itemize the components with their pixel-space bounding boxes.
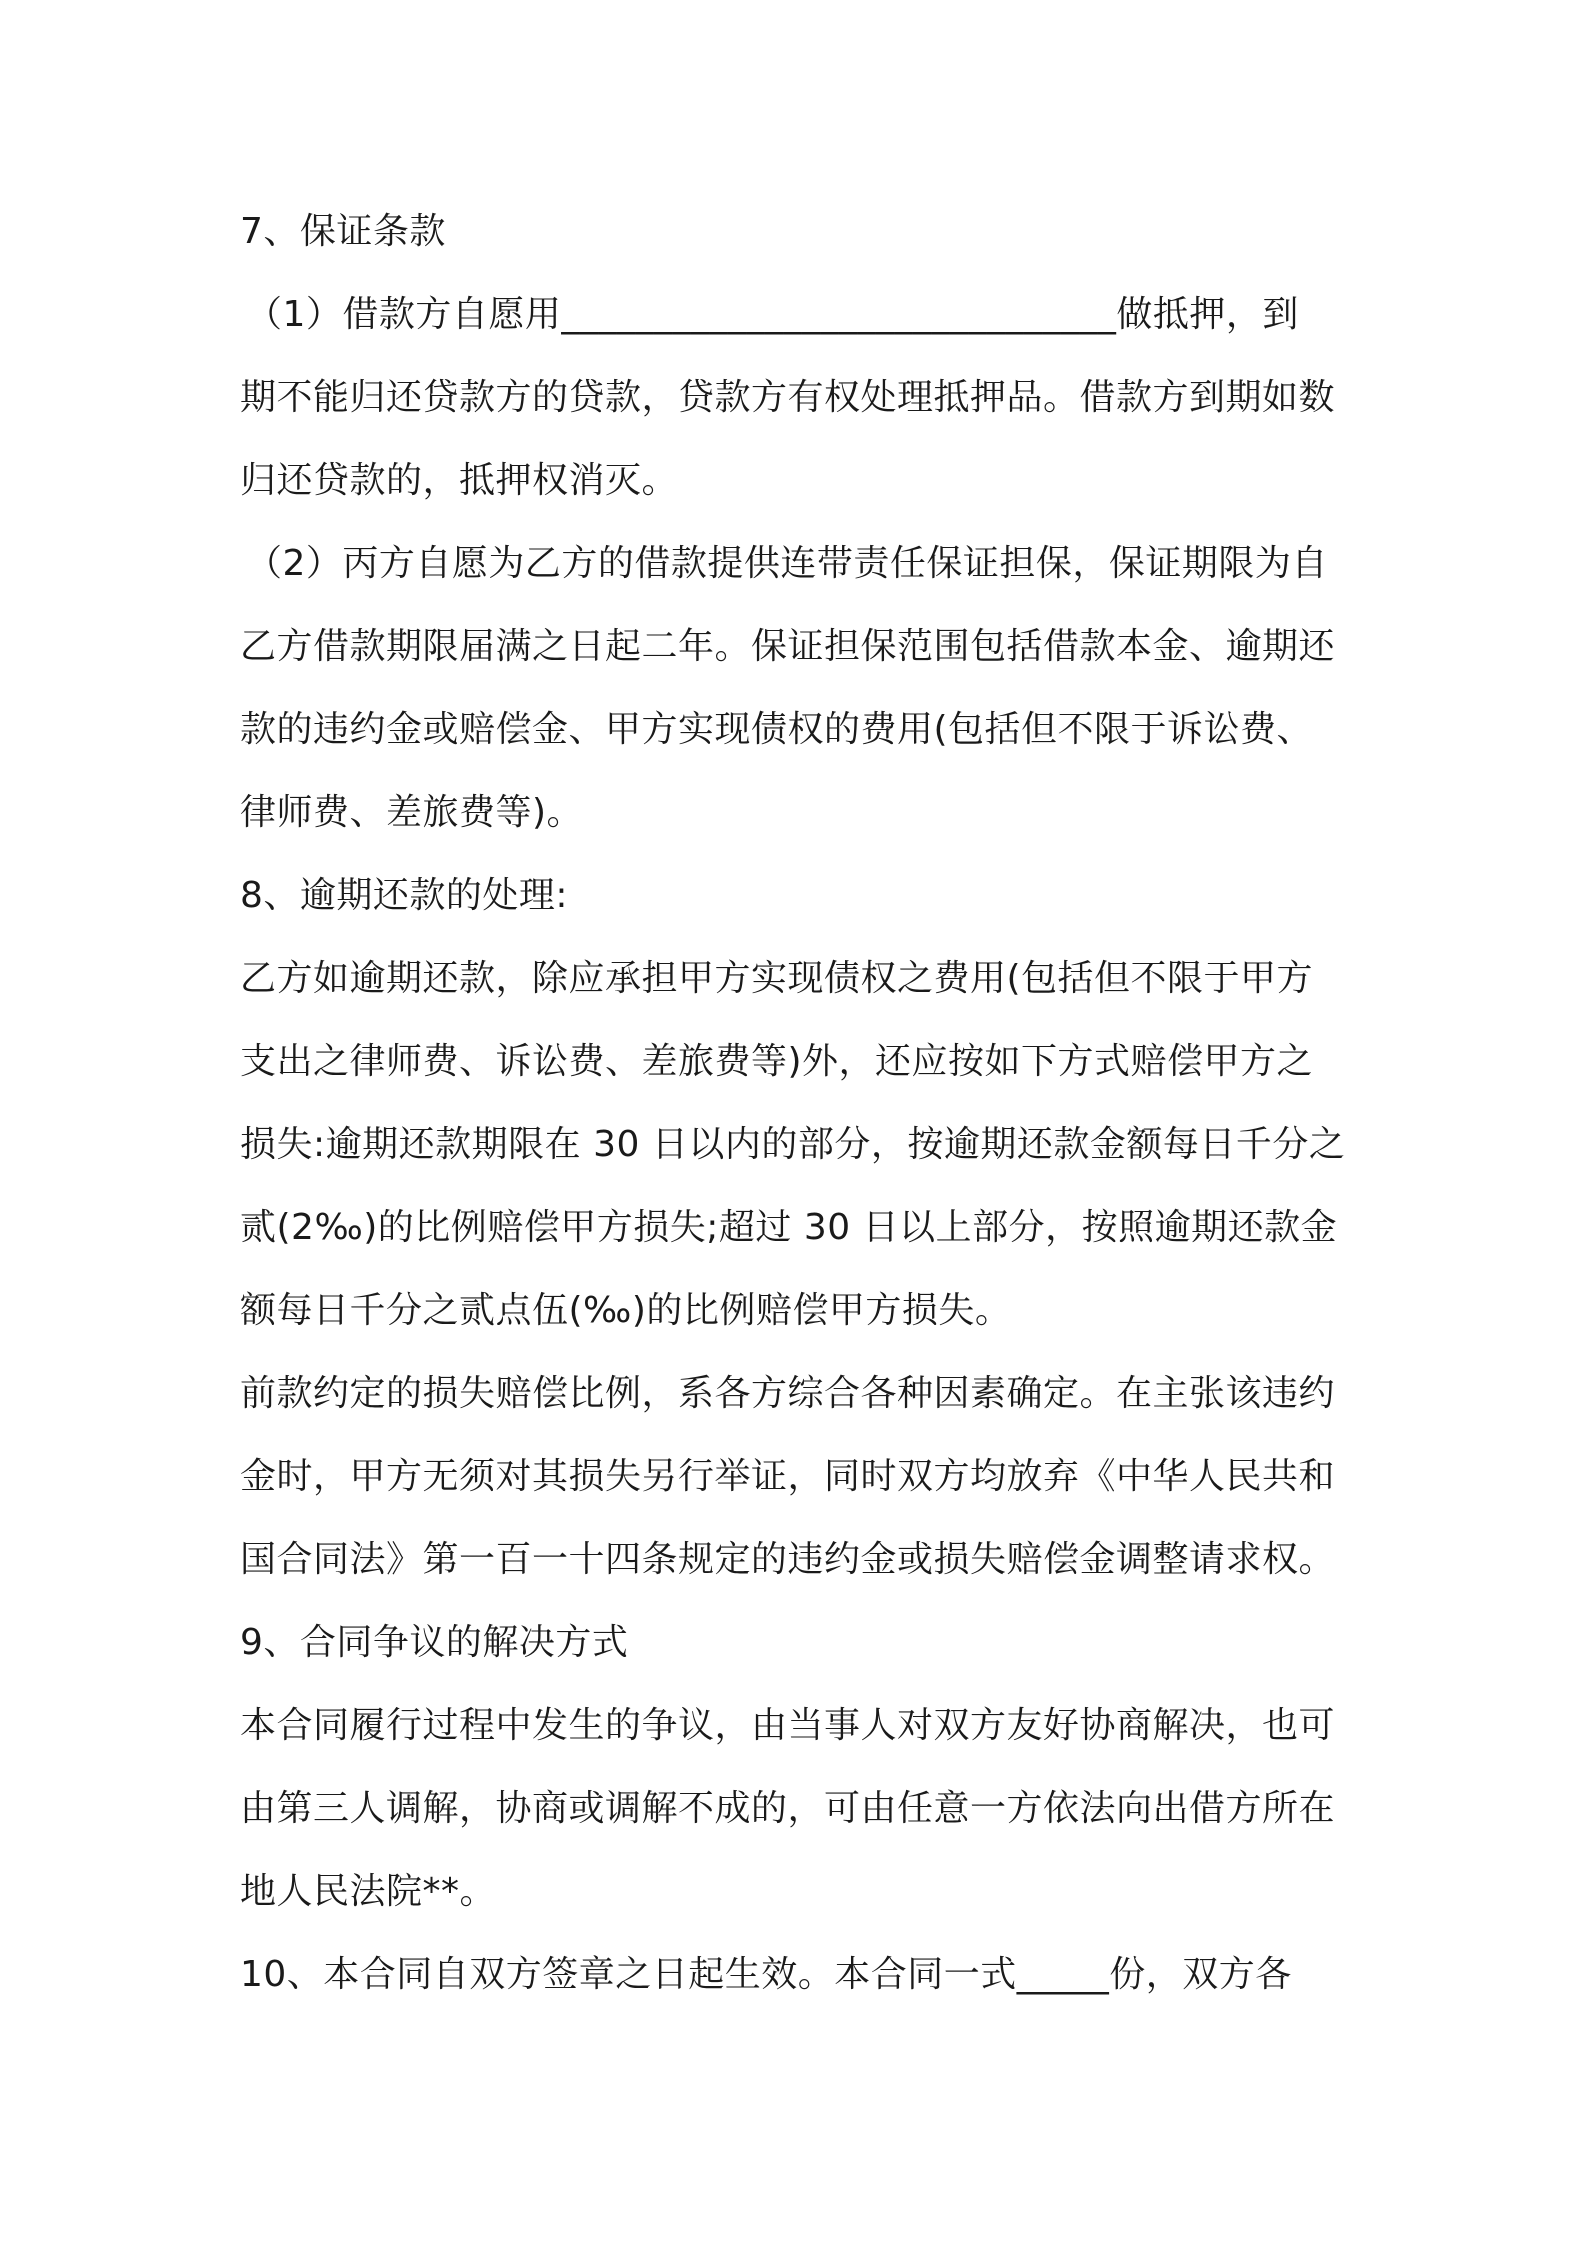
paragraph-line: 乙方如逾期还款，除应承担甲方实现债权之费用(包括但不限于甲方 (240, 958, 1314, 999)
paragraph-line: 期不能归还贷款方的贷款，贷款方有权处理抵押品。借款方到期如数 (240, 377, 1336, 418)
paragraph-line: 国合同法》第一百一十四条规定的违约金或损失赔偿金调整请求权。 (240, 1539, 1336, 1580)
section-heading: 8、逾期还款的处理: (240, 875, 569, 916)
paragraph-line: 由第三人调解，协商或调解不成的，可由任意一方依法向出借方所在 (240, 1788, 1336, 1829)
paragraph-line: 金时，甲方无须对其损失另行举证，同时双方均放弃《中华人民共和 (240, 1456, 1336, 1497)
paragraph-line: 支出之律师费、诉讼费、差旅费等)外，还应按如下方式赔偿甲方之 (240, 1041, 1314, 1082)
paragraph-line: 额每日千分之贰点伍(‰)的比例赔偿甲方损失。 (240, 1290, 1012, 1331)
paragraph-line: 律师费、差旅费等)。 (240, 792, 584, 833)
paragraph-line: 地人民法院**。 (240, 1871, 497, 1912)
document-page (240, 190, 1360, 2016)
paragraph-line: 损失:逾期还款期限在 30 日以内的部分，按逾期还款金额每日千分之 (240, 1124, 1346, 1165)
section-heading: 7、保证条款 (240, 211, 446, 252)
section-heading: 10、本合同自双方签章之日起生效。本合同一式_____份，双方各 (240, 1954, 1292, 1995)
paragraph-line: （1）借款方自愿用______________________________做抵押，到 (246, 294, 1299, 335)
paragraph-line: 归还贷款的，抵押权消灭。 (240, 460, 679, 501)
paragraph-line: （2）丙方自愿为乙方的借款提供连带责任保证担保，保证期限为自 (246, 543, 1328, 584)
paragraph-line: 贰(2‰)的比例赔偿甲方损失;超过 30 日以上部分，按照逾期还款金 (240, 1207, 1338, 1248)
paragraph-line: 乙方借款期限届满之日起二年。保证担保范围包括借款本金、逾期还 (240, 626, 1336, 667)
paragraph-line: 前款约定的损失赔偿比例，系各方综合各种因素确定。在主张该违约 (240, 1373, 1336, 1414)
paragraph-line: 款的违约金或赔偿金、甲方实现债权的费用(包括但不限于诉讼费、 (240, 709, 1314, 750)
section-heading: 9、合同争议的解决方式 (240, 1622, 629, 1663)
paragraph-line: 本合同履行过程中发生的争议，由当事人对双方友好协商解决，也可 (240, 1705, 1336, 1746)
